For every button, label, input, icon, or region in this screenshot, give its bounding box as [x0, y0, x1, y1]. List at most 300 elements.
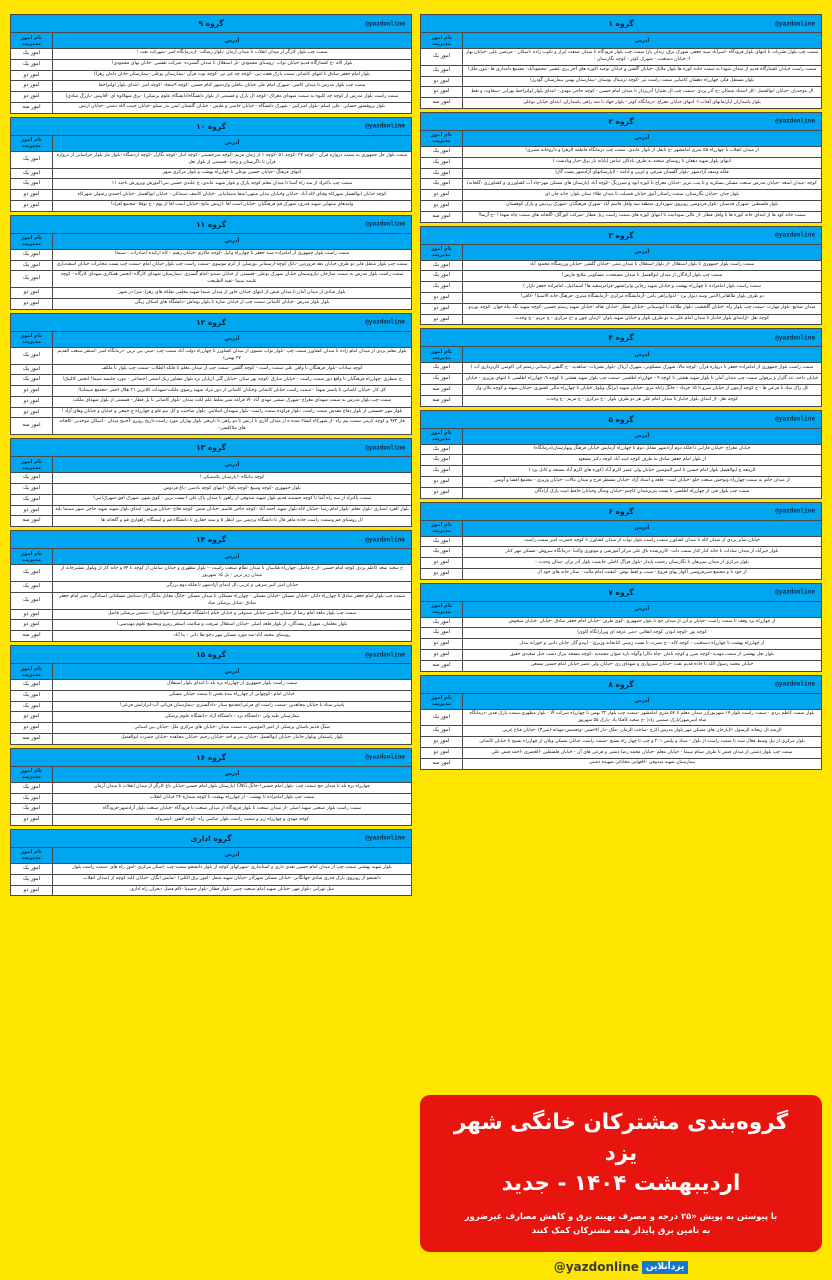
group-title: گروه ۴ [608, 333, 634, 343]
table-row [421, 444, 822, 455]
address-cell: کوچه مهدی و چهارراه زیر و سمت راست بلوار عباسی راه -کوچه لاهور -اشتروکه [53, 815, 412, 826]
group-table [420, 502, 822, 580]
group-title: گروه ۱۱ [196, 219, 226, 229]
group-table [420, 14, 822, 109]
table-row [421, 168, 822, 179]
column-header-amor: نام امور مدیریت [421, 520, 463, 536]
amor-cell: امور یک [11, 364, 53, 375]
group-title: گروه ۳ [608, 230, 634, 240]
amor-cell: امور دو [11, 81, 53, 92]
address-cell: سمت چپ بلوار مدرس به سمت شهدای معراج -شهرک سمتی مهدی آباد -الا فراغه شبر منلظ علم لکت میدان -بلوار کاشانی تا بل فطار - قسمتی از بلوار شهدای ملکت [53, 396, 412, 407]
amor-cell: امور یک [11, 565, 53, 582]
amor-cell: امور دو [421, 292, 463, 303]
table-row [421, 536, 822, 547]
amor-cell: امور دو [11, 723, 53, 734]
amor-cell: امور سه [421, 395, 463, 406]
amor-cell: امور دو [421, 558, 463, 569]
table-row [421, 374, 822, 385]
table-row [421, 395, 822, 406]
group-table [10, 14, 412, 114]
column-header-amor: نام امور مدیریت [421, 601, 463, 617]
watermark-handle: @yazdonline [365, 444, 405, 452]
table-row [11, 59, 412, 70]
table-row [421, 466, 822, 477]
column-header-amor: نام امور مدیریت [421, 130, 463, 146]
amor-cell: امور یک [421, 168, 463, 179]
group-header-bar [11, 313, 412, 331]
address-cell: انتهای فرهنگ -خیابان حسین بوعلی تا چهارراه بهشت و بلوار مرکزی شهر [53, 168, 412, 179]
amor-cell: امور دو [421, 639, 463, 650]
column-header-amor: نام امور مدیریت [421, 33, 463, 49]
address-cell: فلکه وصف آزادشهر -بلوار گلستان شرقی و غربی و ادامه - ا(پارستانهای آزادشهر پست گاز) [463, 168, 822, 179]
amor-cell: امور دو [421, 76, 463, 87]
group-header-bar [11, 829, 412, 847]
amor-cell: امور دو [11, 298, 53, 309]
group-header-bar [421, 675, 822, 693]
amor-cell: امور یک [421, 146, 463, 157]
table-row [11, 620, 412, 631]
group-header-bar [421, 112, 822, 130]
address-cell: بیمارستان طبه ولی -دانشگاه یزد - دانشگاه آزاد -دانشگاه علوم پزشکی [53, 712, 412, 723]
address-cell: سمت خانه کود ها از ابتدای خانه کوره ها تا واقل فطار -از عالی سودانیت تا انتهای کوره های سمت راست ریل فطار -شرکت کوزگک -گلخانه های سمت چاه شهدا ! -خ آزیما! [463, 211, 822, 222]
table-row [11, 151, 412, 168]
table-row [11, 804, 412, 815]
group-table [10, 645, 412, 745]
amor-cell: امور یک [11, 863, 53, 874]
table-row [421, 292, 822, 303]
table-row [421, 639, 822, 650]
group-header-bar [421, 502, 822, 520]
group-title: گروه ۱۳ [196, 443, 226, 453]
watermark-handle: @yazdonline [365, 651, 405, 658]
address-cell: سمت راست بلوار جمهوری از چهارراه بزه بلد تا ابتدای بلوار استقلال [53, 680, 412, 691]
column-header-address: آدرس [463, 33, 822, 49]
amor-cell: امور سه [421, 758, 463, 769]
address-cell: سمت چپ بلوار فنی از چهارراه اطلسی تا پست بتریزمیدان کاچیم -خیابان وصال وخیابان حافظ ابیت یارک آزادگان [463, 487, 822, 498]
table-row [421, 726, 822, 737]
table-row [421, 363, 822, 374]
table-row [11, 782, 412, 793]
left-table-column [10, 14, 412, 1274]
group-title: گروه ۷ [608, 587, 634, 597]
table-row [421, 146, 822, 157]
poster-subtitle-line2: به تامین برق پایدار همه مشترکان کمک کنند [531, 1225, 711, 1236]
address-cell: ال موحدیان -خیابان ابوالفضل -کل استناد شمالی -خ آذر یزدی -سمت چپ ال بختیارا آذرپرداز تا میدان امام حسین - کوچه حاجی مهدی - ابتدای بلوار اولنزاخط نهرانی -سخاوت و نفط [463, 87, 822, 98]
amor-cell: امور دو [421, 200, 463, 211]
amor-cell: امور سه [421, 211, 463, 222]
table-row [421, 455, 822, 466]
watermark-handle: @yazdonline [775, 507, 815, 515]
table-row [11, 364, 412, 375]
amor-cell: امور یک [421, 179, 463, 190]
address-cell: از خود تا و مجتمع شیرفروشی اکوار بهای فروغ - سبب و لفظ بوش -کیفیت امام مالت - ستار خانه های خود ال [463, 568, 822, 579]
address-cell: خیابان امام -کوچهانی از چهارراه بنده بخش تا سمت خیابان مسکن [53, 690, 412, 701]
address-cell: کوچه خیابان ابوالفضل شهرکاه وقتای لاله آباد -خیابان وخیابان بیدان منتهی!شفا سیمانیاتی -خیابان کاشف سیمانان - خیابان ابوالفضل -خیابان احمدی رضوان شهرکاه [53, 190, 412, 201]
group-table [10, 313, 412, 436]
table-row [421, 748, 822, 759]
group-table [10, 530, 412, 642]
table-row [421, 758, 822, 769]
amor-cell: امور یک [421, 65, 463, 76]
address-cell: منل تهرانی -بلوار مهر -خیابان شهید امام صنعت چینی -بلوار فطار -بلوار حمیدیا -کام فصل -بحران راه اداری [53, 885, 412, 896]
amor-cell: امور یک [11, 690, 53, 701]
address-cell: قاز ۹۷۲ و کوچه کرمی سمت نیم راه -از شهرکاه انشاء شده ه از میدان آثاری تا ارتش تا دو راهی تا تاریخی بلوار بهاران مورد راست-تاریخ روبرو -آخنیج میدان - اسکان موحدین -کلخانه های ملاکلشی- [53, 418, 412, 435]
poster-title-line1: گروه‌بندی مشترکان خانگی شهر یزد [453, 1110, 789, 1166]
address-cell: از چهارراه بهشت تا چهارراه دستخیب - کوچه لاله - خ نصرت تا پست زمینی کتابخانه وزیری - (پیدو گاز، خانان دانبی و خورانه بیدار [463, 639, 822, 650]
watermark-handle: @yazdonline [365, 122, 405, 130]
right-table-column [420, 14, 822, 1274]
address-cell: بلوار الفرد انصاری -بلوار معلم -بلوار امام رضا -خیابان لاله-بلوار شهید احمد آباد -کوچه حاجی قاسم -خیابان شش -کوچه فلاح -خیابان ورزش- ابتدای بلوار شهید شهید حاجی شهر سینما بلند [53, 505, 412, 516]
watermark-handle: @yazdonline [775, 680, 815, 688]
table-row [11, 49, 412, 60]
address-cell: سمت چپ بلوار نشریات تا انتهای بلوار فرودگاه -امیرآباد سید جعفر، شهرک برق، زندان یازا سمت چپ بلوار فرودگاه تا میدان صنعت ابزار و تکوب زاده -اسکان - مرتضی علی -خیابان یهار ا- خیابان دستغیب - شهرک کوثر - کوچه نگارستان - [463, 49, 822, 66]
amor-cell: امور یک [421, 444, 463, 455]
amor-cell: امور یک [421, 455, 463, 466]
group-title: گروه ۱ [608, 19, 634, 28]
table-row [421, 737, 822, 748]
address-cell: بیمارستان شهید صدوقی -کافهایی مخاباتی شهیده دشتی [463, 758, 822, 769]
amor-cell: امور یک [421, 628, 463, 639]
table-row [11, 298, 412, 309]
table-row [11, 249, 412, 260]
address-cell: از میدان خاتم به سمت چهارراه وتوحش صنعت جلو -خیابان امت - قلعه و استاد آزاد -خیابان مشظر قرح و میدان مالات -خیابان وزیری - مجتمع افشا و آویس [463, 476, 822, 487]
address-cell: خیابان داخه، تند گلزار و پرفولن سمت چپ میدان آمان تا بلوار شهید هشتی تا کوچه ۹ - چهارراه اطلسی -سمت چپ بلوار شهید هشتی تا کوچه ۹، چهارراه اطلسی تا انتهای وزیری - خیابان [463, 374, 822, 385]
amor-cell: امور سه [11, 102, 53, 113]
amor-cell: امور دو [421, 737, 463, 748]
group-table [10, 829, 412, 896]
column-header-address: آدرس [463, 693, 822, 709]
address-cell: میدان صنایع -بلوار مهارت -سمت چپ بلوار راه -خیابان گلخشت -بلوار طلاعه تا ابوسینانی -خیابان قطار -خیابان نقاله -خیابان شهید رستم حسین -کوچه شهید نگه پناه جهان -کوچه بوردو [463, 303, 822, 314]
address-cell: ال روستای قم وسمت راست جاده ماهر فال تا دانشگاه پردیس بین انتقل ۵ و ستد حفاری تا دانشگاه قم و ایستگاه راهواری قم و گلخانه ها [53, 516, 412, 527]
address-cell: بلوار مرکزی از نیل وسط فعال سبد تا سمت راست از بلوار - ستاد و پلیس ۲۰۱ و چپ تا چهار راه بسیج -سمت راست خیابان مسکن ویلان از چهارراه بسیج تا خیابان کاشانی [463, 737, 822, 748]
amor-cell: امور یک [11, 473, 53, 484]
address-cell: سمت چپ بلوار ملعه امام رضا از میدان خانمی-خیابان صدوقی و خیابان خیام (دانشگاه فرهنگیان) -خوانارن) - دشمن پزشکی فاضل [53, 609, 412, 620]
table-row [11, 582, 412, 593]
table-row [11, 516, 412, 527]
table-row [11, 863, 412, 874]
amor-cell: امور دو [11, 190, 53, 201]
table-row [11, 179, 412, 190]
watermark-handle: @yazdonline [775, 334, 815, 342]
address-cell: بلوار مستقل فکر، چهارراه دهشان کامیابی سمت راست تیر -کوچه ترمینال بوستان -بیمارستان بهمن بیمارستان گودرز) [463, 76, 822, 87]
address-cell: از بلوار امام جعفر صادق به طرف کوچه غیید آباد کوچه دکتر مسعود [463, 455, 822, 466]
table-row [421, 660, 822, 671]
amor-cell: امور دو [421, 650, 463, 661]
amor-cell: امور یک [11, 168, 53, 179]
address-cell: بلوار جمهوری -کوچه وسیع -کوچه بافک -انتهای کوچه بادسن -باغ فردوس [53, 484, 412, 495]
address-cell: خ منظری -چهارراه فرهنگیان تا واقع دور سمت راست - خیابان شارق -کوچه نهر ستان -خیابان گلی ازپایان برد بلوار مشاور زیک اسمی اجتماعی - مورد جلیسه سیما! انجمن کالنیک! [53, 375, 412, 386]
address-cell: از چهارراه برد وقف تا سمت راست -خیابان و ابن از میدان حج تا بلوار جمهوری -کوی طرف -خیابان امام جعفر صادق -خیابان -خیابان میخوش [463, 617, 822, 628]
table-row [11, 631, 412, 642]
table-row [11, 168, 412, 179]
table-row [11, 680, 412, 691]
address-cell: انتهای بلوار شهید دهقان تا روستای شحنه به طرف بادکان عباس (پایانه بار برق-خیار ویادشت ) [463, 157, 822, 168]
table-row [11, 81, 412, 92]
address-cell: سمت چپ بلوار منتقل فایر دو طرف خیابان دهه فروردین -بانک کوچه-ارسمانی بورسلی از کرم موسوی -سمت راست چپ بلوار خیابان امام -سمت چپ پست مخابرات خیابان اسفندیاری [53, 260, 412, 271]
group-title: گروه ۱۵ [196, 650, 226, 659]
table-row [11, 375, 412, 386]
address-cell: کوچه نبانکاه -!پارسیان پلاستیکی ! [53, 473, 412, 484]
address-cell: بلوار معلم بردی از میدان امام زاده تا میدان کشاورز سمت چپ -بلوار نواب مصوی از میدان کشاورز تا چهارراه دولت آباد سمت چپ -مینی بین ترین -درمانگاه امیر -استقر صنعت القدیم ۲۷ بهمن) [53, 347, 412, 364]
amor-cell: امور دو [11, 70, 53, 81]
amor-cell: امور یک [11, 179, 53, 190]
column-header-address: آدرس [53, 847, 412, 863]
table-row [421, 617, 822, 628]
address-cell: سمت بلوار جل جمهوری به سمت درواره فرآن - کوچه ۲۷ -کوچه ۵۱ -کوچه ۱ از زمان مریم -کوچه میرحسینی -کوچه انبار -کوچه نگارل -کوچه ازدشگاه -بلوار مار بلوار خراسانی از درواره فرآن تا ناگرستان و وحید -قسمتی از بلوار نعل [53, 151, 412, 168]
address-cell: سمت چپ بلوار آزادگان از میدان ابوالفضل تا میدان مستحدث مسکونی ملایح فارس! [463, 271, 822, 282]
column-header-address: آدرس [463, 520, 822, 536]
watermark-handle: @yazdonline [365, 834, 405, 842]
amor-cell: امور دو [11, 712, 53, 723]
address-cell: از میدان انقلاب تا چهارراه ۵۵ متری امامشهر -خ نایقل از بلوار عابدی، سمت چپ درمانگاه فاطمه الزهرا و داروخانه مصری! [463, 146, 822, 157]
table-row [11, 190, 412, 201]
amor-cell: امور دو [11, 885, 53, 896]
table-row [421, 303, 822, 314]
address-cell: بلوار شهید بهشتی سمت چپ از میدان امام حسین بعدی داری و استانداری -شهرکهای کوچه از بلوار دانشجو سمت چپ -استان مرکزی -امور راه های -سمت راست بلوار [53, 863, 412, 874]
address-cell: سمت راست بلوار جمهوری تا بلوار استقلال -از بلوار استقلال تا میدان منتی -خیابان گلشن -خیابان ورزشگاه محمود آباد [463, 260, 822, 271]
address-cell: کوچه نعل -از ابتدای بلوار جانباز تا میدان امام علی هر دو طرف بلوار - خ مرکزی - ج مریم - ج وحدت [463, 395, 822, 406]
address-cell: کل راک شاد با فرعی ها - خ کوچه آزمون از خیابان سرو تا ۱۵ خرداد - خانگ زاباه مری -خیابان شهید ایرانگ وبلوار خیابان تا چهارراه مالی کشوری -خیابان شهید و کوچه نکان وار [463, 384, 822, 395]
table-row [11, 690, 412, 701]
address-cell: بلوار فلسطین -شهرک قدسیان -بلوار فردوسی روبروی شهرداری منطقه سه واقل قاسم آباد -شهرک فرهنگیان -شهرک پردیس و پارک کوهستان [463, 200, 822, 211]
address-cell: سمت راست بلوار مدرس به سمت نمازخان نیازوسیمان خیابان شهرک بوعلی -قسمتی از خیابان سندو -امام گستری -بیمارستان شهدای کارگاه -انجمن همکاری شهدای کارگاه - کوچه علیمه سیما -تقیه الطبیعت [53, 271, 412, 288]
group-header-bar [421, 583, 822, 601]
column-header-address: آدرس [53, 331, 412, 347]
address-cell: الرمیه ال ریحانه الرسول -ا(پارخان های مسکن مهر بلوار مدرس اکرج -صاحب الزمان -ملک -دار الاحسن -وتخصص-مهنانه-اصن۳) -خیابان فتاح غربی [463, 726, 822, 737]
column-header-address: آدرس [463, 428, 822, 444]
table-row [11, 288, 412, 299]
watermark-handle: @yazdonline [775, 415, 815, 423]
table-row [11, 407, 412, 418]
column-header-amor: نام امور مدیریت [11, 33, 53, 49]
address-cell: سمت راست بلوار جمهوری از امامزاده جعفر تا درواره فرآن -کوچه مالا، شهرک مسکونی، شهرک آریاک -بلوار نشریات -شاهدیه - خ گلشن ارستانی رستم کی اکوسن کاربزداری آب ) [463, 363, 822, 374]
table-row [421, 709, 822, 726]
amor-cell: امور دو [11, 505, 53, 516]
address-cell: پاستر ستاد با خیابان مجاهدین -سمت راست ای فرعی/مجتمع ستار -دادگستری -بیمارستان قربانی آب-ابرازایش فرعی! [53, 701, 412, 712]
address-cell: بلوار لاله -خ کشتارگاه قدیم-خیابان نواب -روستای محمودی -بل استقلال تا میدان گسترده -شرکت نقشین -خانان بهای محمودی! [53, 59, 412, 70]
column-header-amor: نام امور مدیریت [421, 347, 463, 363]
poster-card [420, 1095, 822, 1252]
table-row [421, 157, 822, 168]
group-header-bar [421, 226, 822, 244]
amor-cell: امور یک [11, 782, 53, 793]
group-table [420, 112, 822, 223]
table-row [11, 347, 412, 364]
table-row [421, 200, 822, 211]
table-row [11, 505, 412, 516]
table-row [421, 190, 822, 201]
address-cell: وامدهای ستهایی شهید فدری، شهرک قم فرهنگیان -خیابان است اقا -ازپیش مانخ -خیابان است اقا از یوم - خ نوفلا -مجتمع افراد! [53, 200, 412, 211]
amor-cell: امور دو [421, 487, 463, 498]
amor-cell: امور یک [11, 793, 53, 804]
watermark-handle: @yazdonline [775, 588, 815, 596]
group-header-bar [11, 748, 412, 766]
poster-title [434, 1108, 808, 1200]
amor-cell: امور دو [421, 190, 463, 201]
watermark-handle: @yazdonline [365, 536, 405, 544]
group-header-bar [11, 15, 412, 33]
amor-cell: امور سه [11, 418, 53, 435]
group-header-bar [11, 531, 412, 549]
table-row [11, 793, 412, 804]
brand-logo-chip: یزدآنلاین [642, 1261, 688, 1274]
amor-cell: امور سه [11, 631, 53, 642]
address-cell: خیابان معراج -خیابان فارابی تا فلکه دوم آزادشهر مقابل دوم تا چهارراه آزمایش خیابان فرهنگ وبهارستان(درمانگاه) [463, 444, 822, 455]
watermark-handle: @yazdonline [365, 20, 405, 27]
amor-cell: امور یک [11, 49, 53, 60]
amor-cell: امور یک [421, 709, 463, 726]
table-row [421, 384, 822, 395]
address-cell: سمت چپ یاکنزاد از سه راه آسنا تا میدان معلم کوچه پارک و بلوار شهید عابدی، خ علیدی حسین بنی!آموزش وپرورش ناحیه ۱۱ [53, 179, 412, 190]
address-cell: بلوار معلمان، شهرک ریشدگان، از بلوار قلعه اصلی -خیابان استقلال شرقت و سلامت استقر رمزو ومجتمع علوم مهندسی! [53, 620, 412, 631]
address-cell: سنگ قدیم باستان پزشکی از امیر المومنین به سمت میدان -خیابان های مرکزی ملل -خیابان بین استانی [53, 723, 412, 734]
column-header-amor: نام امور مدیریت [11, 766, 53, 782]
amor-cell: امور یک [421, 260, 463, 271]
table-row [421, 628, 822, 639]
address-cell: خیابان محمد رسول الله تا جاده قدیم تفت -خیابان سبزواری و شهدای زی -خیابان ولی عصر خیابان امام حسین مسعی [463, 660, 822, 671]
address-cell: بلوار مهر -قسمتی از بلوار دفاع مقدس سمت راست -بلوار فراوده سمت راست -بلوار شهیدان اسلامی -بلوار صاحبت و کل نیم غلو و چهارراه چ جمعی و خیابان و خیابان وهای آزاد ! [53, 407, 412, 418]
watermark-handle: @yazdonline [775, 231, 815, 239]
address-cell: الربیعه خ ابوالفضل بلوار امام حسین تا امیر المومنین خیابان ولی عصر اکرم آباد (کوره های اکرم آباد مسجد و کانل یزد ) [463, 466, 822, 477]
amor-cell: امور دو [11, 288, 53, 299]
amor-cell: امور یک [11, 375, 53, 386]
amor-cell: امور یک [421, 617, 463, 628]
group-title: گروه ۸ [608, 679, 634, 689]
table-row [421, 650, 822, 661]
group-table [10, 215, 412, 310]
column-header-amor: نام امور مدیریت [11, 331, 53, 347]
column-header-address: آدرس [463, 347, 822, 363]
amor-cell: امور یک [11, 582, 53, 593]
table-row [421, 271, 822, 282]
address-cell: کل کار -خیابان کاشانی تا پاستر شهدا - سمت راست خیابان کاشانی وخیابان کاشانی از دور مراد شهید رضوی ملکت-شهدات کلاترین ۲۱ هلال احمر -مجتمع سیمانیا! [53, 386, 412, 397]
address-cell: سمت راست بلوار صنعتی شهید اصلی -از میدان صنعت تا بلوار فرودگاه از میدان صنعت تا فرودگاه -خیابان صنعت بلوار آزادشهر-فرودگاه [53, 804, 412, 815]
amor-cell: امور یک [11, 249, 53, 260]
table-row [11, 396, 412, 407]
column-header-address: آدرس [53, 233, 412, 249]
brand-handle[interactable]: @yazdonline [553, 1260, 639, 1274]
address-cell: سمت چپ بلوار امام جعفر صادق تا چهارراه دلتان -خیابان مسکن -خیابان مسکن - چهارراه مسکلی تا میدان مسکن -خانگ مقابل مانگان ال-مینانش مسکنانی استادگی، دفتر امام جعفر صادق -شانل پزشکی شاد [53, 592, 412, 609]
column-header-address: آدرس [53, 457, 412, 473]
table-row [11, 494, 412, 505]
amor-cell: امور دو [421, 314, 463, 325]
address-cell: سمت چپ بلوار دشتی از میدان فیض تا طرف صنام سیما - خیابان معلم -خیابان محمد رضا دشتی و فرعی های آن - خیابان فلسطین -الخضری -احمد فیض علی [463, 748, 822, 759]
group-header-bar [11, 117, 412, 135]
table-row [421, 558, 822, 569]
amor-cell: امور یک [11, 874, 53, 885]
table-row [11, 70, 412, 81]
address-cell: بلوار شادی از میدان آمان تا میدان فیض-از انتهای خیابان خاور از میدان سیما-شهید معلمی تفلکه های زهرا -میرا در شهر [53, 288, 412, 299]
amor-cell: امور یک [11, 260, 53, 271]
amor-cell: امور یک [421, 536, 463, 547]
group-header-bar [421, 410, 822, 428]
amor-cell: امور یک [11, 271, 53, 288]
watermark-handle: @yazdonline [775, 117, 815, 125]
address-cell: سمت راست بلوار جمهوری از امامزاده سید جعفر تا چهارراه وکیل -کوچه مالارم -خیابان رهیم - کاه ارکیده )صادرات - سیما( [53, 249, 412, 260]
amor-cell: امور دو [421, 748, 463, 759]
amor-cell: امور دو [11, 386, 53, 397]
group-header-bar [11, 215, 412, 233]
amor-cell: امور سه [11, 516, 53, 527]
amor-cell: امور دو [421, 303, 463, 314]
column-header-amor: نام امور مدیریت [11, 847, 53, 863]
amor-cell: امور سه [421, 384, 463, 395]
amor-cell: امور سه [421, 98, 463, 109]
address-cell: کوچه بغل -ازابتدای بلوار جانباز تا میدان امام علی به دو طرف بلوار و خیابان شهید باوان -ازنیان چون و -خ مرکزی - ج مریم - ج وحدت [463, 314, 822, 325]
column-header-amor: نام امور مدیریت [421, 693, 463, 709]
table-row [421, 314, 822, 325]
group-table [10, 117, 412, 212]
address-cell: بلوار جبان -خیابان نگارستان، سمت راستان آموز خیابان فضیلت تا میدان طلاء ستان بلوار، خانه جان ای [463, 190, 822, 201]
amor-cell: امور یک [11, 484, 53, 495]
address-cell: کوچه -میدان اسعد -خیابان مدرس صنعت مسکن بسکریه و تا پنب بتریز -خیابان معراج تا کوره ابود و سبزرنگ -کوچه آباد (پارستان های مسکن مهر-چاد آب کشاورزی و کشاورزی -گلخانه) [463, 179, 822, 190]
poster-subtitle [434, 1209, 808, 1238]
amor-cell: امور یک [421, 49, 463, 66]
table-row [421, 476, 822, 487]
table-row [421, 76, 822, 87]
group-title: گروه ۹ [198, 19, 224, 28]
amor-cell: امور دو [421, 87, 463, 98]
amor-cell: امور یک [11, 59, 53, 70]
address-cell: سمت چپ بلوار مدرس تا میدان کاشی -شهرک امام علی خیابان بناقلی وازدشهر کنام حسین -کوچه ۹سجاد -کوچه امیر -ابتدای بلوار اولنزاخط [53, 81, 412, 92]
amor-cell: امور یک [11, 592, 53, 609]
group-table [10, 438, 412, 527]
table-row [421, 49, 822, 66]
table-row [421, 98, 822, 109]
column-header-address: آدرس [53, 549, 412, 565]
amor-cell: امور یک [421, 271, 463, 282]
group-title: گروه ۱۰ [196, 121, 226, 131]
address-cell: چهارراه بزه بلد تا میدان حج سمت چپ -بلوار امام حسین!-خانگ CNG )پارستان بلوار امام حسین-خیابان باغ کارگر از میدان انقلاب تا میدان آرمان [53, 782, 412, 793]
poster-title-line2: اردیبهشت ۱۴۰۴ - جدید [501, 1171, 741, 1197]
amor-cell: امور یک [421, 547, 463, 558]
poster-banner [420, 1089, 822, 1274]
amor-cell: امور یک [11, 347, 53, 364]
table-row [11, 565, 412, 582]
group-title: گروه ۱۴ [196, 535, 226, 545]
amor-cell: امور دو [421, 568, 463, 579]
column-header-address: آدرس [463, 130, 822, 146]
address-cell: بلوار امام جعفر صادق تا انتهای کاشانی سمت پارک هفت تیر، -کوچه چه غیر نیر -کوچه نوت فرآن -بیمارستان بوعلی -بیمارستان خانان دامان زهرا) [53, 70, 412, 81]
group-title: گروه ۲ [608, 116, 634, 126]
group-header-bar [11, 646, 412, 664]
table-row [421, 211, 822, 222]
address-cell: بلوار خیرآباد از میدان سادات تا خانه کنار کنار سمت دلت -کارپرشده باق علی مرکز آموزشی و موتوری واکبنا -درمانگاه سروش -مسکن مهر کنار [463, 547, 822, 558]
table-row [421, 547, 822, 558]
amor-cell: امور دو [421, 476, 463, 487]
group-title: گروه ۵ [608, 414, 634, 424]
table-row [11, 874, 412, 885]
brand-footer[interactable] [554, 1260, 689, 1274]
group-title: گروه ۶ [608, 506, 634, 516]
amor-cell: امور یک [421, 466, 463, 477]
address-cell: سمت راست بلوار امامزاده تا چهارراه بهشت و خیابان شهید رجایی وایرانشهر-فرامزسعید ها! اسماعیل، امامزاده جعفر بازار ) [463, 282, 822, 293]
amor-cell: امور یک [421, 157, 463, 168]
table-row [11, 609, 412, 620]
table-row [11, 473, 412, 484]
amor-cell: امور یک [11, 494, 53, 505]
table-row [11, 592, 412, 609]
amor-cell: امور یک [11, 701, 53, 712]
address-cell: بلوار مرکزی از میدان سبزهان تا نگارستان رحمت بایدار -بلوار فراگ کاملی جانمیت بلوار آذر پزان -سالن وحدت - [463, 558, 822, 569]
amor-cell: امور یک [421, 363, 463, 374]
amor-cell: امور یک [421, 282, 463, 293]
group-table [420, 410, 822, 499]
address-cell: بلوار نعل بهشتی از سمت مهدیه -کوچه ضرر و کوچه نامان -چاه دکارا وگواه باره ضوان محمدیه -کوچه مسجد بیراز دشت جبل سعیدی حقیق [463, 650, 822, 661]
address-cell: دو طرف بلوار طالقانی(لامین وسه دیوار یزد - لذوانراهی یامن -آزمایشگاه مرکزی -آزمایشگاه میثری -فرهنگ خانه الاسینا! -کافی! [463, 292, 822, 303]
column-header-amor: نام امور مدیریت [11, 549, 53, 565]
group-header-bar [421, 329, 822, 347]
